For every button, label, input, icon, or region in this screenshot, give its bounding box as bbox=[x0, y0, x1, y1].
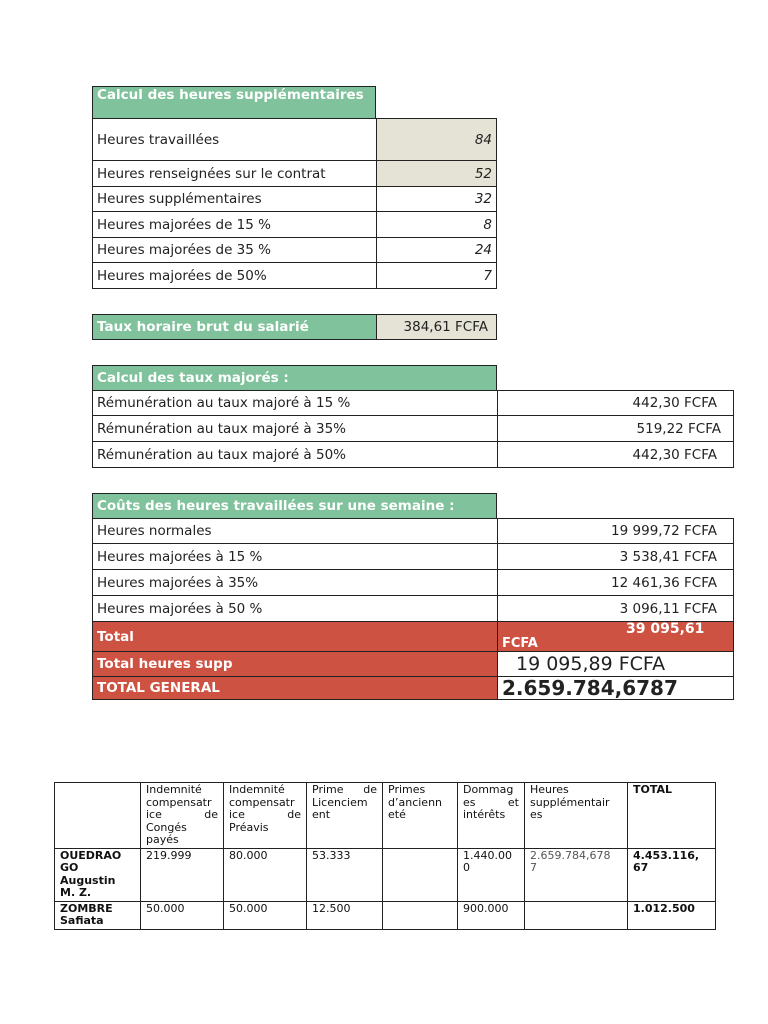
table-header-row bbox=[55, 783, 716, 849]
s1-row-value: 7 bbox=[376, 262, 497, 289]
s3-row-label: Heures majorées à 15 % bbox=[92, 543, 498, 570]
s2-row-label: Rémunération au taux majoré à 35% bbox=[92, 415, 498, 442]
s2-row-label: Rémunération au taux majoré à 15 % bbox=[92, 390, 498, 416]
total-label: Total bbox=[92, 621, 498, 652]
header-preavis: Indemnité compensatr ice de Préavis bbox=[224, 783, 307, 849]
total-general-value: 2.659.784,6787 bbox=[497, 676, 734, 700]
s3-row-value: 12 461,36 FCFA bbox=[497, 569, 734, 596]
s2-row-label: Rémunération au taux majoré à 50% bbox=[92, 441, 498, 468]
cell-conges: 50.000 bbox=[141, 901, 224, 929]
total-supp-label: Total heures supp bbox=[92, 651, 498, 677]
s1-row-value: 8 bbox=[376, 211, 497, 238]
section2-header: Calcul des taux majorés : bbox=[92, 365, 497, 391]
s2-row-value: 442,30 FCFA bbox=[497, 441, 734, 468]
total-value-line2: FCFA bbox=[502, 636, 538, 651]
taux-value: 384,61 FCFA bbox=[376, 314, 497, 340]
cell-heures-supp bbox=[525, 901, 628, 929]
table-row bbox=[55, 901, 716, 929]
header-anciennete: Primes d’ancienn eté bbox=[383, 783, 458, 849]
s1-row-label: Heures majorées de 35 % bbox=[92, 237, 377, 263]
total-general-label: TOTAL GENERAL bbox=[92, 676, 498, 700]
total-value-line1: 39 095,61 bbox=[626, 621, 705, 637]
cell-preavis: 80.000 bbox=[224, 848, 307, 901]
s2-row-value: 442,30 FCFA bbox=[497, 390, 734, 416]
s3-row-value: 3 538,41 FCFA bbox=[497, 543, 734, 570]
s1-row-value: 24 bbox=[376, 237, 497, 263]
row-name: OUEDRAO GO Augustin M. Z. bbox=[55, 848, 141, 901]
header-licenciement: Prime de Licenciem ent bbox=[307, 783, 383, 849]
s3-row-value: 3 096,11 FCFA bbox=[497, 595, 734, 622]
header-conges: Indemnité compensatr ice de Congés payés bbox=[141, 783, 224, 849]
s1-row-label: Heures supplémentaires bbox=[92, 186, 377, 212]
s1-row-value: 84 bbox=[376, 118, 497, 161]
cell-licenciement: 53.333 bbox=[307, 848, 383, 901]
taux-label: Taux horaire brut du salarié bbox=[92, 314, 377, 340]
header-empty bbox=[55, 783, 141, 849]
s1-row-label: Heures majorées de 15 % bbox=[92, 211, 377, 238]
header-dommages: Dommag es et intérêts bbox=[458, 783, 525, 849]
cell-preavis: 50.000 bbox=[224, 901, 307, 929]
total-supp-value: 19 095,89 FCFA bbox=[497, 651, 734, 677]
s1-row-value: 52 bbox=[376, 160, 497, 187]
s3-row-label: Heures majorées à 50 % bbox=[92, 595, 498, 622]
cell-dommages: 900.000 bbox=[458, 901, 525, 929]
s3-row-value: 19 999,72 FCFA bbox=[497, 518, 734, 544]
total-value bbox=[497, 621, 734, 652]
row-name: ZOMBRE Safiata bbox=[55, 901, 141, 929]
cell-heures-supp: 2.659.784,678 7 bbox=[525, 848, 628, 901]
summary-table bbox=[54, 782, 716, 930]
section3-header: Coûts des heures travaillées sur une semaine : bbox=[92, 493, 497, 519]
cell-anciennete bbox=[383, 848, 458, 901]
cell-licenciement: 12.500 bbox=[307, 901, 383, 929]
section1-header: Calcul des heures supplémentaires bbox=[92, 86, 376, 119]
s1-row-label: Heures renseignées sur le contrat bbox=[92, 160, 377, 187]
table-row bbox=[55, 848, 716, 901]
header-total: TOTAL bbox=[628, 783, 716, 849]
s1-row-value: 32 bbox=[376, 186, 497, 212]
cell-anciennete bbox=[383, 901, 458, 929]
cell-dommages: 1.440.00 0 bbox=[458, 848, 525, 901]
s1-row-label: Heures travaillées bbox=[92, 118, 377, 161]
cell-total: 4.453.116, 67 bbox=[628, 848, 716, 901]
s2-row-value: 519,22 FCFA bbox=[497, 415, 734, 442]
s3-row-label: Heures normales bbox=[92, 518, 498, 544]
cell-total: 1.012.500 bbox=[628, 901, 716, 929]
cell-conges: 219.999 bbox=[141, 848, 224, 901]
s1-row-label: Heures majorées de 50% bbox=[92, 262, 377, 289]
header-heures-supp: Heures supplémentair es bbox=[525, 783, 628, 849]
s3-row-label: Heures majorées à 35% bbox=[92, 569, 498, 596]
